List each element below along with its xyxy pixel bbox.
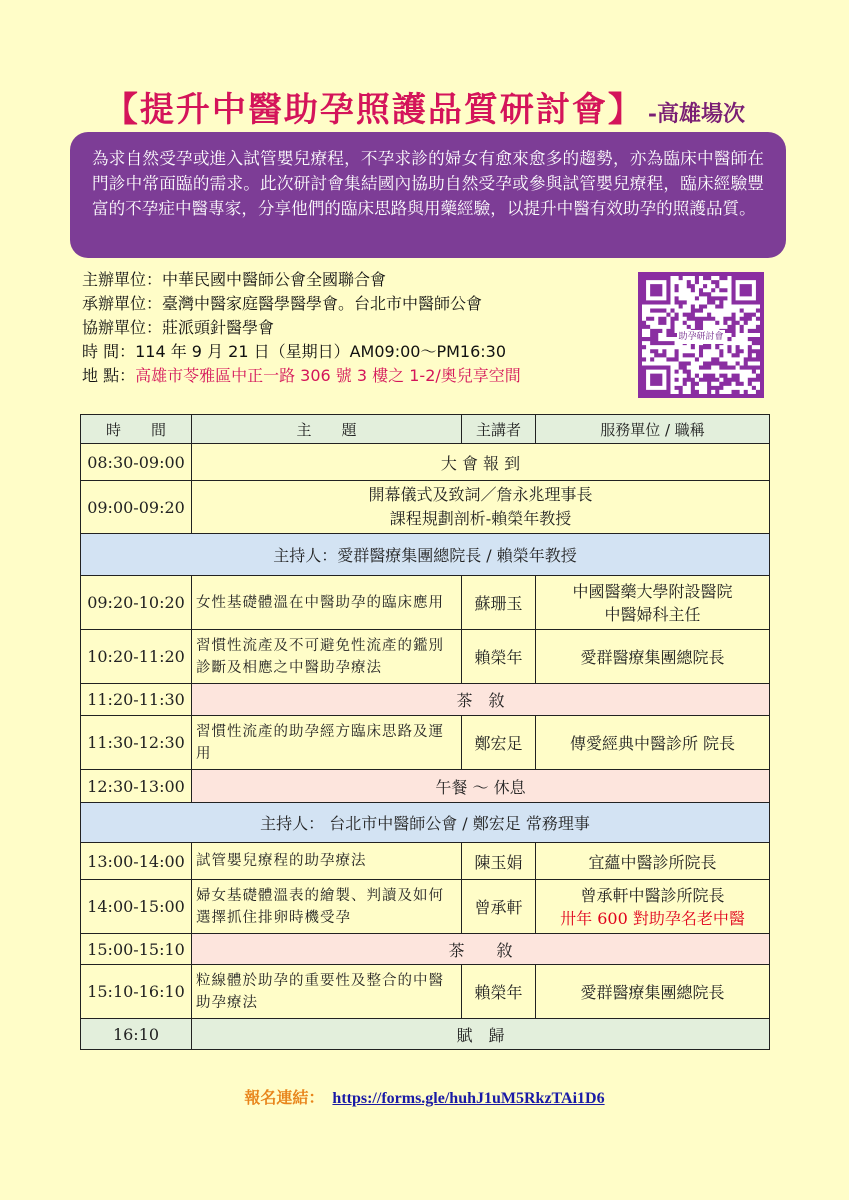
row-affiliation: 愛群醫療集團總院長 xyxy=(536,630,770,684)
row-time: 09:20-10:20 xyxy=(81,576,192,630)
affiliation-line: 中國醫藥大學附設醫院 xyxy=(572,581,733,601)
row-topic: 習慣性流產及不可避免性流產的鑑別診斷及相應之中醫助孕療法 xyxy=(192,630,462,684)
affiliation-line: 中醫婦科主任 xyxy=(604,604,701,624)
signup-line xyxy=(0,1085,849,1108)
header-topic: 主 題 xyxy=(192,415,462,444)
row-time: 15:00-15:10 xyxy=(81,934,192,965)
qr-code[interactable] xyxy=(638,272,764,398)
page-title: 【提升中醫助孕照護品質研討會】 -高雄場次 xyxy=(103,90,746,130)
row-event xyxy=(192,481,770,534)
row-speaker: 賴榮年 xyxy=(462,965,536,1019)
venue-address: 高雄市苓雅區中正一路 306 號 3 樓之 1-2/奧兒享空間 xyxy=(135,366,521,385)
row-affiliation: 宜蘊中醫診所院長 xyxy=(536,843,770,880)
moderator-row xyxy=(81,803,770,843)
moderator-text: 主持人：愛群醫療集團總院長 / 賴榮年教授 xyxy=(81,534,770,576)
table-header-row xyxy=(81,415,770,444)
row-affiliation xyxy=(536,576,770,630)
header-affiliation: 服務單位 / 職稱 xyxy=(536,415,770,444)
row-time: 16:10 xyxy=(81,1019,192,1050)
event-info xyxy=(82,268,642,388)
row-event: 大 會 報 到 xyxy=(192,444,770,481)
header-speaker: 主講者 xyxy=(462,415,536,444)
signup-label: 報名連結： xyxy=(244,1088,325,1107)
moderator-row xyxy=(81,534,770,576)
table-row xyxy=(81,934,770,965)
row-topic: 試管嬰兒療程的助孕療法 xyxy=(192,843,462,880)
row-speaker: 陳玉娟 xyxy=(462,843,536,880)
row-time: 11:30-12:30 xyxy=(81,716,192,770)
venue-line xyxy=(82,364,642,388)
row-topic: 習慣性流產的助孕經方臨床思路及運用 xyxy=(192,716,462,770)
row-affiliation xyxy=(536,880,770,934)
table-row xyxy=(81,576,770,630)
row-event: 午餐 ～ 休息 xyxy=(192,770,770,803)
qr-label: 助孕研討會 xyxy=(678,332,724,342)
row-topic: 婦女基礎體溫表的繪製、判讀及如何選擇抓住排卵時機受孕 xyxy=(192,880,462,934)
table-row xyxy=(81,630,770,684)
row-time: 11:20-11:30 xyxy=(81,684,192,716)
row-affiliation: 愛群醫療集團總院長 xyxy=(536,965,770,1019)
row-speaker: 曾承軒 xyxy=(462,880,536,934)
row-speaker: 賴榮年 xyxy=(462,630,536,684)
intro-box: 為求自然受孕或進入試管嬰兒療程，不孕求診的婦女有愈來愈多的趨勢，亦為臨床中醫師在門診中常面臨的需求。此次研討會集結國內協助自然受孕或參與試管嬰兒療程，臨床經驗豐富的不孕症中醫專家，分享他們的臨床思路與用藥經驗，以提升中醫有效助孕的照護品質。 xyxy=(70,132,786,258)
table-row xyxy=(81,684,770,716)
opening-line: 開幕儀式及致詞／詹永兆理事長 xyxy=(368,485,593,504)
row-speaker: 蘇珊玉 xyxy=(462,576,536,630)
row-affiliation: 傳愛經典中醫診所 院長 xyxy=(536,716,770,770)
organizer-line: 承辦單位：臺灣中醫家庭醫學醫學會。台北市中醫師公會 xyxy=(82,294,483,313)
table-row xyxy=(81,965,770,1019)
row-speaker: 鄭宏足 xyxy=(462,716,536,770)
row-time: 12:30-13:00 xyxy=(81,770,192,803)
row-topic: 女性基礎體溫在中醫助孕的臨床應用 xyxy=(192,576,462,630)
table-row xyxy=(81,481,770,534)
overview-line: 課程規劃剖析-賴榮年教授 xyxy=(389,509,572,528)
venue-label: 地 點： xyxy=(82,366,136,385)
moderator-text: 主持人： 台北市中醫師公會 / 鄭宏足 常務理事 xyxy=(81,803,770,843)
row-time: 08:30-09:00 xyxy=(81,444,192,481)
table-row xyxy=(81,880,770,934)
header-time: 時 間 xyxy=(81,415,192,444)
schedule-table xyxy=(80,414,770,1050)
row-event: 賦 歸 xyxy=(192,1019,770,1050)
table-row xyxy=(81,1019,770,1050)
table-row xyxy=(81,770,770,803)
row-time: 15:10-16:10 xyxy=(81,965,192,1019)
row-time: 09:00-09:20 xyxy=(81,481,192,534)
affiliation-highlight: 卅年 600 對助孕名老中醫 xyxy=(560,908,745,928)
host-line: 主辦單位：中華民國中醫師公會全國聯合會 xyxy=(82,270,387,289)
time-line: 時 間：114 年 9 月 21 日（星期日）AM09:00～PM16:30 xyxy=(82,342,507,361)
signup-link[interactable]: https://forms.gle/huhJ1uM5RkzTAi1D6 xyxy=(332,1090,605,1107)
row-event: 茶 敘 xyxy=(192,684,770,716)
table-row xyxy=(81,716,770,770)
row-time: 14:00-15:00 xyxy=(81,880,192,934)
row-time: 13:00-14:00 xyxy=(81,843,192,880)
co-organizer-line: 協辦單位：莊派頭針醫學會 xyxy=(82,318,275,337)
row-time: 10:20-11:20 xyxy=(81,630,192,684)
table-row xyxy=(81,843,770,880)
page-subtitle: -高雄場次 xyxy=(647,101,746,127)
row-topic: 粒線體於助孕的重要性及整合的中醫助孕療法 xyxy=(192,965,462,1019)
affiliation-line: 曾承軒中醫診所院長 xyxy=(580,885,725,905)
table-row xyxy=(81,444,770,481)
row-event: 茶 敘 xyxy=(192,934,770,965)
